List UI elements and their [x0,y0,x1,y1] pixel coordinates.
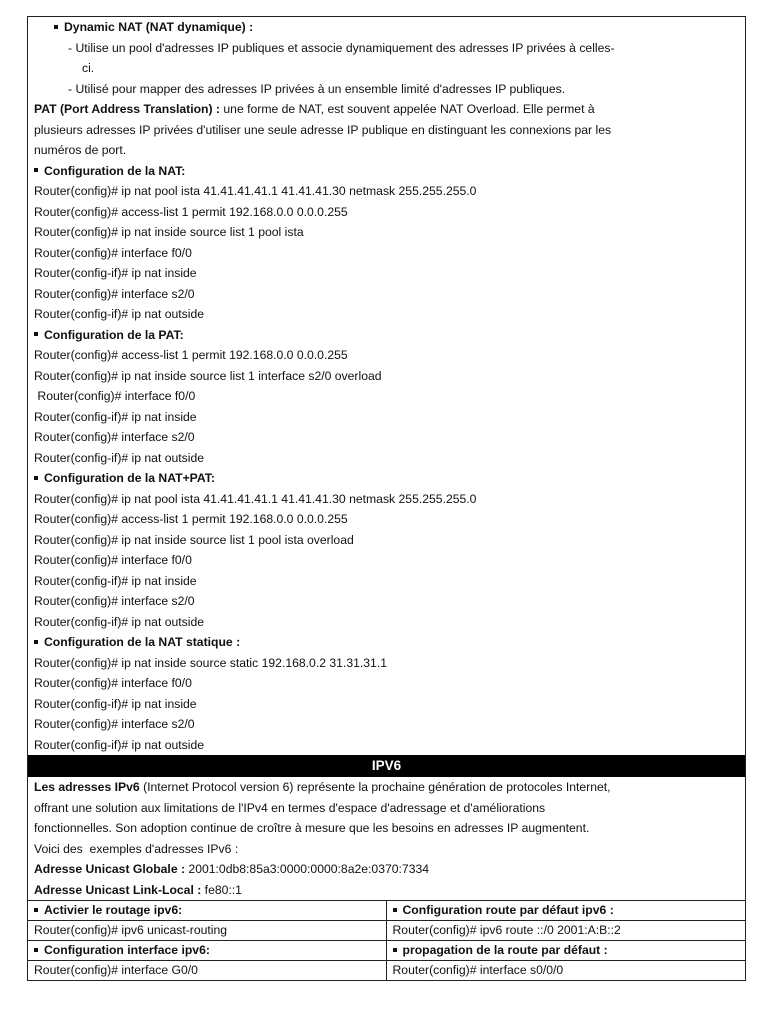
command-line: Router(config-if)# ip nat outside [34,614,205,629]
pat-paragraph: PAT (Port Address Translation) : une forme de NAT, est souvent appelée NAT Overload. Elle permet à [34,102,595,116]
command-line: Router(config)# interface f0/0 [34,245,192,260]
command-line: Router(config)# interface s2/0 [34,717,195,731]
command-line: Router(config)# access-list 1 permit 192.168.0.0 0.0.0.255 [34,512,348,526]
pat-paragraph-line: numéros de port. [34,143,127,157]
command-line: Router(config-if)# ip nat inside [34,266,197,280]
command-line: Router(config)# interface s2/0 [34,430,195,444]
command-line: Router(config)# access-list 1 permit 192.168.0.0 0.0.0.255 [34,348,348,362]
config-nat-heading: Configuration de la NAT: [34,161,745,182]
table-right-column [387,901,746,980]
bullet-icon [34,168,38,172]
bullet-icon [393,948,397,952]
content-frame [27,16,746,981]
global-unicast-address: Adresse Unicast Globale : 2001:0db8:85a3:0000:0000:8a2e:0370:7334 [34,862,430,876]
dynamic-nat-heading: Dynamic NAT (NAT dynamique) : [34,17,745,38]
bullet-icon [34,908,38,912]
bullet-icon [34,640,38,644]
table-cell-command: Router(config)# interface G0/0 [34,963,198,977]
bullet-icon [34,332,38,336]
config-natpat-heading: Configuration de la NAT+PAT: [34,468,745,489]
table-left-column [28,901,387,980]
bullet-icon [393,908,397,912]
table-cell-title: Configuration route par défaut ipv6 : [387,901,746,921]
command-line: Router(config)# interface s2/0 [34,594,195,608]
command-line: Router(config)# interface f0/0 [34,389,196,403]
command-line: Router(config)# ip nat pool ista 41.41.41.41.1 41.41.41.30 netmask 255.255.255.0 [34,184,477,198]
table-cell-command: Router(config)# ipv6 unicast-routing [28,921,386,941]
command-line: Router(config)# ip nat inside source list 1 interface s2/0 overload [34,368,382,383]
command-line: Router(config)# ip nat inside source list 1 pool ista overload [34,532,354,547]
ipv6-config-table [28,900,745,980]
command-line: Router(config-if)# ip nat inside [34,573,197,588]
command-line: Router(config)# interface s2/0 [34,286,195,301]
command-line: Router(config)# ip nat pool ista 41.41.41.41.1 41.41.41.30 netmask 255.255.255.0 [34,491,477,506]
link-local-address: Adresse Unicast Link-Local : fe80::1 [34,882,242,897]
bullet-icon [34,476,38,480]
ipv6-section [28,777,745,900]
ipv6-intro: Les adresses IPv6 (Internet Protocol version 6) représente la prochaine génération de protocoles Internet, [34,780,611,794]
command-line: Router(config-if)# ip nat outside [34,450,205,465]
table-cell-command: Router(config)# ipv6 route ::/0 2001:A:B::2 [387,921,746,941]
table-cell-title: Activier le routage ipv6: [28,901,386,921]
config-pat-heading: Configuration de la PAT: [34,325,745,346]
ipv6-section-band: IPV6 [28,755,745,777]
ipv6-intro-line: Voici des exemples d'adresses IPv6 : [34,841,239,856]
command-line: Router(config-if)# ip nat outside [34,307,205,321]
command-line: Router(config)# interface f0/0 [34,553,192,567]
command-line: Router(config)# interface f0/0 [34,676,192,690]
dynamic-nat-line: - Utilisé pour mapper des adresses IP privées à un ensemble limité d'adresses IP publiques. [68,81,566,96]
ipv6-intro-line: offrant une solution aux limitations de l'IPv4 en termes d'espace d'adressage et d'améliorations [34,800,546,815]
table-cell-command: Router(config)# interface s0/0/0 [392,963,564,977]
dynamic-nat-line: - Utilise un pool d'adresses IP publiques et associe dynamiquement des adresses IP privées à celles- [68,40,615,55]
ipv6-intro-line: fonctionnelles. Son adoption continue de croître à mesure que les besoins en adresses IP augmentent. [34,821,590,835]
command-line: Router(config-if)# ip nat outside [34,737,205,752]
command-line: Router(config)# ip nat inside source static 192.168.0.2 31.31.31.1 [34,655,387,670]
table-cell-title: Configuration interface ipv6: [28,941,386,961]
bullet-icon [54,25,58,29]
config-static-heading: Configuration de la NAT statique : [34,632,745,653]
nat-section [28,17,745,755]
table-cell-title: propagation de la route par défaut : [387,941,746,961]
bullet-icon [34,948,38,952]
command-line: Router(config-if)# ip nat inside [34,696,197,711]
pat-paragraph-line: plusieurs adresses IP privées d'utiliser une seule adresse IP publique en distinguant les connexions par les [34,122,612,137]
dynamic-nat-line-cont: ci. [82,61,95,75]
command-line: Router(config)# ip nat inside source list 1 pool ista [34,225,304,239]
command-line: Router(config-if)# ip nat inside [34,409,197,424]
command-line: Router(config)# access-list 1 permit 192.168.0.0 0.0.0.255 [34,204,348,219]
